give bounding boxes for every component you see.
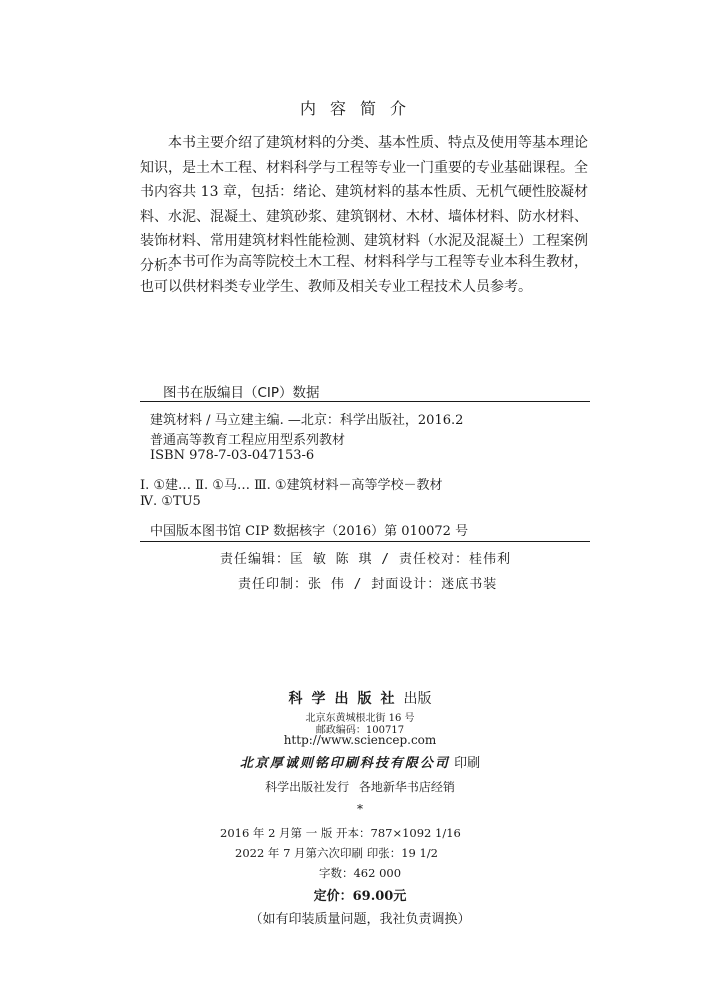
cip-record-number: 中国版本图书馆 CIP 数据核字（2016）第 010072 号 bbox=[150, 524, 469, 539]
cip-heading: 图书在版编目（CIP）数据 bbox=[163, 385, 320, 401]
editor-credits: 责任编辑：匡 敏 陈 琪 / 责任校对：桂伟利 bbox=[220, 552, 511, 567]
edition-line: 2016 年 2 月第 一 版 开本：787×1092 1/16 bbox=[220, 826, 461, 840]
word-count: 字数：462 000 bbox=[318, 866, 402, 880]
quality-note: （如有印装质量问题，我社负责调换） bbox=[249, 912, 471, 927]
summary-paragraph-1-text: 本书主要介绍了建筑材料的分类、基本性质、特点及使用等基本理论知识，是土木工程、材料科学与工程等专业一门重要的专业基础课程。全书内容共 13 章，包括：绪论、建筑材料的基本性质、无机气硬性胶凝材料、水泥、混凝土、建筑砂浆、建筑钢材、木材、墙体材料、防水材料、装饰材料、常用建筑材料性能检测、建筑材料（水泥及混凝土）工程案例分析。 bbox=[140, 135, 588, 274]
publisher-address: 北京东黄城根北街 16 号 bbox=[305, 713, 415, 724]
printer-name: 北京厚诚则铭印刷科技有限公司 bbox=[239, 756, 450, 771]
publisher-url: http://www.sciencep.com bbox=[283, 733, 437, 747]
cip-bottom-divider bbox=[140, 541, 590, 542]
summary-paragraph-2-text: 本书可作为高等院校土木工程、材料科学与工程等专业本科生教材，也可以供材料类专业学生、教师及相关专业工程技术人员参考。 bbox=[140, 254, 588, 295]
distribution-line: 科学出版社发行 各地新华书店经销 bbox=[265, 780, 455, 794]
summary-paragraph-2 bbox=[140, 250, 588, 299]
cip-series-line: 普通高等教育工程应用型系列教材 bbox=[150, 433, 346, 448]
price: 定价：69.00元 bbox=[313, 889, 407, 904]
production-credits: 责任印制：张 伟 / 封面设计：迷底书装 bbox=[238, 577, 498, 592]
separator-asterisk: * bbox=[357, 802, 363, 816]
publisher-name: 科学出版社 bbox=[288, 691, 404, 707]
cip-isbn-line: ISBN 978-7-03-047153-6 bbox=[150, 448, 315, 463]
cip-subject-line: Ⅰ. ①建… Ⅱ. ①马… Ⅲ. ①建筑材料－高等学校－教材 bbox=[140, 478, 443, 493]
publisher-line bbox=[0, 688, 720, 708]
cip-classification-line: Ⅳ. ①TU5 bbox=[140, 494, 201, 509]
publisher-suffix: 出版 bbox=[403, 691, 432, 707]
printing-line: 2022 年 7 月第六次印刷 印张：19 1/2 bbox=[235, 846, 439, 860]
cip-top-divider bbox=[140, 401, 590, 402]
summary-title: 内容简介 bbox=[299, 99, 420, 118]
publisher-postcode: 邮政编码：100717 bbox=[315, 725, 405, 736]
cip-title-line: 建筑材料 / 马立建主编. —北京：科学出版社，2016.2 bbox=[150, 413, 464, 428]
printer-suffix: 印刷 bbox=[454, 756, 481, 771]
printer-line bbox=[0, 752, 720, 771]
